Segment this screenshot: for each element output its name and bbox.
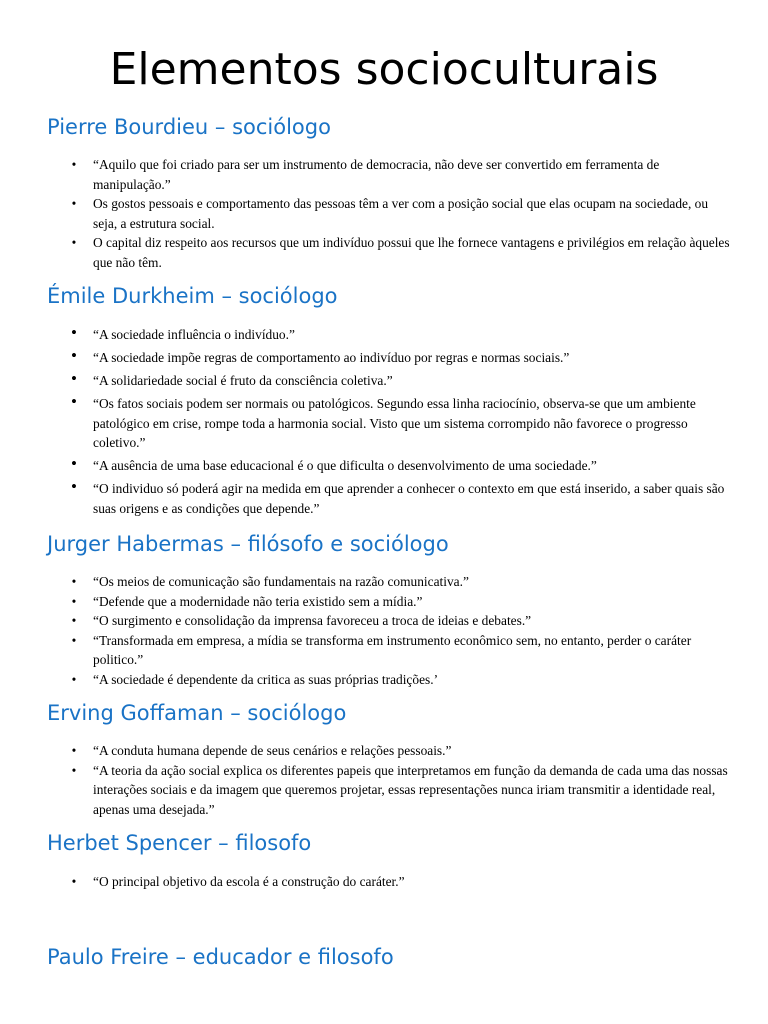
bullet-list-spencer [60, 872, 730, 892]
list-item [60, 456, 730, 476]
bullet-icon: • [71, 235, 77, 250]
bullet-icon: • [71, 574, 77, 589]
list-item-text: “A conduta humana depende de seus cenários e relações pessoais.” [93, 743, 452, 758]
bullet-icon: • [71, 323, 77, 342]
bullet-icon: • [71, 454, 77, 473]
list-item-text: “O surgimento e consolidação da imprensa favoreceu a troca de ideias e debates.” [93, 613, 532, 628]
bullet-icon: • [71, 743, 77, 758]
list-item [60, 348, 730, 368]
bullet-icon: • [71, 762, 77, 778]
list-item [60, 155, 730, 194]
list-item-text: “Os fatos sociais podem ser normais ou patológicos. Segundo essa linha raciocínio, observa-se que um ambiente patológico em crise, rompe toda a harmonia social. Visto que um sistema corrompido não favorece o progresso coletivo.” [93, 396, 696, 450]
bullet-icon: • [71, 593, 77, 609]
bullet-icon: • [71, 346, 77, 365]
list-item-text: Os gostos pessoais e comportamento das pessoas têm a ver com a posição social que elas ocupam na sociedade, ou seja, a estrutura social. [93, 196, 709, 231]
section-heading-goffaman: Erving Goffaman – sociólogo [47, 701, 347, 725]
list-item [60, 741, 730, 761]
bullet-icon: • [71, 613, 77, 628]
section-heading-durkheim: Émile Durkheim – sociólogo [47, 284, 338, 308]
list-item [60, 592, 730, 612]
section-heading-spencer: Herbet Spencer – filosofo [47, 831, 312, 855]
list-item [60, 325, 730, 345]
bullet-icon: • [71, 196, 77, 211]
list-item-text: “Os meios de comunicação são fundamentais na razão comunicativa.” [93, 574, 469, 589]
list-item [60, 631, 730, 670]
list-item-text: “A sociedade impõe regras de comportamento ao indivíduo por regras e normas sociais.” [93, 350, 570, 365]
list-item [60, 394, 730, 453]
bullet-list-habermas [60, 572, 730, 689]
bullet-icon: • [71, 157, 77, 172]
section-heading-freire: Paulo Freire – educador e filosofo [47, 945, 394, 969]
list-item-text: “A solidariedade social é fruto da consciência coletiva.” [93, 373, 393, 388]
bullet-list-bourdieu [60, 155, 730, 272]
list-item-text: “A ausência de uma base educacional é o que dificulta o desenvolvimento de uma sociedade.” [93, 458, 597, 473]
list-item-text: “O individuo só poderá agir na medida em que aprender a conhecer o contexto em que está inserido, a saber quais são suas origens e as condições que depende.” [93, 481, 725, 516]
document-title: Elementos socioculturais [109, 44, 659, 95]
bullet-icon: • [71, 632, 77, 648]
list-item-text: “A sociedade influência o indivíduo.” [93, 327, 295, 342]
list-item [60, 761, 730, 820]
bullet-icon: • [71, 477, 77, 496]
list-item [60, 872, 730, 892]
list-item-text: “Aquilo que foi criado para ser um instrumento de democracia, não deve ser convertido em ferramenta de manipulação.” [93, 157, 660, 192]
list-item-text: “A teoria da ação social explica os diferentes papeis que interpretamos em função da demanda de cada uma das nossas interações sociais e da imagem que queremos projetar, essas representações nunca iriam transmitir a identidade real, apenas uma desejada.” [93, 762, 728, 817]
list-item-text: “Transformada em empresa, a mídia se transforma em instrumento econômico sem, no entanto, perder o caráter politico.” [93, 632, 692, 667]
list-item [60, 611, 730, 631]
list-item-text: O capital diz respeito aos recursos que um indivíduo possui que lhe fornece vantagens e privilégios em relação àqueles que não têm. [93, 235, 730, 270]
list-item-text: “Defende que a modernidade não teria existido sem a mídia.” [93, 593, 423, 609]
bullet-icon: • [71, 392, 77, 411]
section-heading-habermas: Jurger Habermas – filósofo e sociólogo [47, 532, 449, 556]
list-item [60, 479, 730, 518]
bullet-icon: • [71, 369, 77, 388]
list-item [60, 670, 730, 690]
bullet-icon: • [71, 671, 77, 687]
list-item [60, 233, 730, 272]
bullet-list-goffaman [60, 741, 730, 819]
list-item [60, 371, 730, 391]
section-heading-bourdieu: Pierre Bourdieu – sociólogo [47, 115, 331, 139]
list-item-text: “O principal objetivo da escola é a construção do caráter.” [93, 874, 405, 889]
list-item-text: “A sociedade é dependente da critica as suas próprias tradições.’ [93, 671, 439, 687]
list-item [60, 194, 730, 233]
bullet-list-durkheim [60, 325, 730, 522]
bullet-icon: • [71, 874, 77, 889]
list-item [60, 572, 730, 592]
